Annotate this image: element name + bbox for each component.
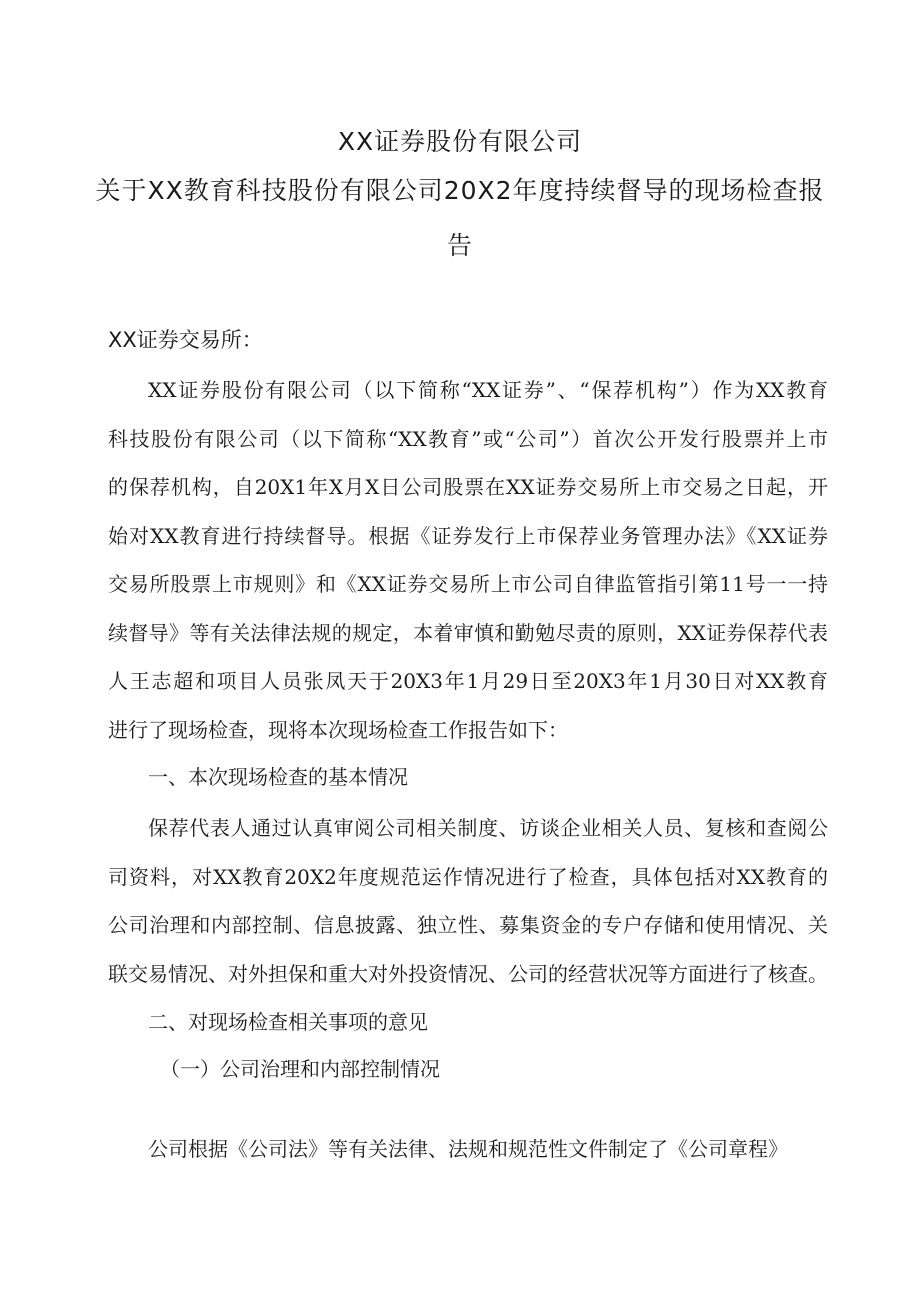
subsection-heading-governance: （一）公司治理和内部控制情况 — [160, 1057, 440, 1081]
paragraph-line: 续督导》等有关法律法规的规定，本着审慎和勤勉尽责的原则，XX证券保荐代表 — [108, 620, 828, 645]
paragraph-line: 进行了现场检查，现将本次现场检查工作报告如下： — [108, 717, 568, 742]
report-title-line-2: 关于XX教育科技股份有限公司20X2年度持续督导的现场检查报 — [95, 176, 825, 205]
paragraph-line: XX证券股份有限公司（以下简称“XX证券”、“保荐机构”）作为XX教育 — [148, 378, 828, 402]
paragraph-line: 联交易情况、对外担保和重大对外投资情况、公司的经营状况等方面进行了核查。 — [108, 961, 828, 986]
paragraph-line: 交易所股票上市规则》和《XX证券交易所上市公司自律监管指引第11号一一持 — [108, 572, 828, 596]
paragraph-line: 的保荐机构，自20X1年X月X日公司股票在XX证券交易所上市交易之日起，开 — [108, 475, 828, 499]
paragraph-line: 科技股份有限公司（以下简称“XX教育”或“公司”）首次公开发行股票并上市 — [108, 426, 828, 451]
paragraph-line: 公司治理和内部控制、信息披露、独立性、募集资金的专户存储和使用情况、关 — [108, 913, 828, 937]
paragraph-basic-situation — [108, 804, 828, 998]
paragraph-line: 保荐代表人通过认真审阅公司相关制度、访谈企业相关人员、复核和查阅公 — [148, 816, 828, 840]
section-heading-basic-situation: 一、本次现场检查的基本情况 — [148, 765, 408, 789]
report-title-line-3: 告 — [446, 231, 473, 260]
salutation: XX证券交易所： — [108, 328, 263, 352]
paragraph-governance — [108, 1125, 828, 1174]
paragraph-line: 人王志超和项目人员张凤天于20X3年1月29日至20X3年1月30日对XX教育 — [108, 669, 828, 693]
section-heading-opinions: 二、对现场检查相关事项的意见 — [148, 1010, 428, 1034]
paragraph-line: 始对XX教育进行持续督导。根据《证券发行上市保荐业务管理办法》《XX证券 — [108, 523, 828, 548]
paragraph-line: 司资料，对XX教育20X2年度规范运作情况进行了检查，具体包括对XX教育的 — [108, 864, 828, 889]
paragraph-introduction — [108, 366, 828, 754]
report-title-line-1: XX证券股份有限公司 — [337, 127, 583, 156]
paragraph-line: 公司根据《公司法》等有关法律、法规和规范性文件制定了《公司章程》 — [148, 1137, 788, 1161]
